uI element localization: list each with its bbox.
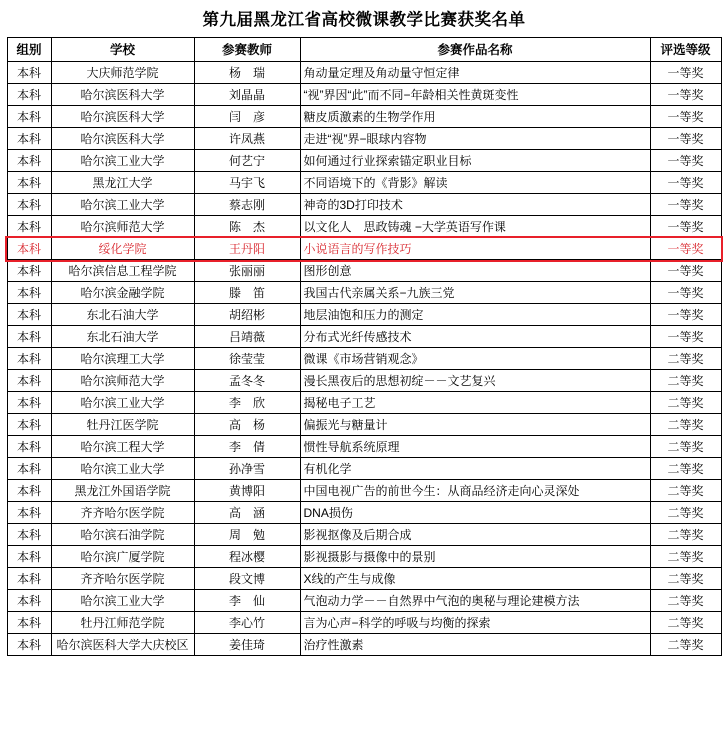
table-header-row [7, 38, 721, 62]
cell-group: 本科 [7, 84, 51, 106]
cell-school: 牡丹江师范学院 [51, 612, 194, 634]
cell-school: 哈尔滨广厦学院 [51, 546, 194, 568]
cell-teacher: 孟冬冬 [194, 370, 300, 392]
table-row [7, 172, 721, 194]
cell-group: 本科 [7, 128, 51, 150]
cell-work: 角动量定理及角动量守恒定律 [300, 62, 650, 84]
cell-group: 本科 [7, 304, 51, 326]
table-body [7, 62, 721, 656]
cell-level: 二等奖 [650, 348, 721, 370]
cell-school: 哈尔滨医科大学 [51, 84, 194, 106]
table-row [7, 634, 721, 656]
cell-school: 齐齐哈尔医学院 [51, 568, 194, 590]
cell-work: X线的产生与成像 [300, 568, 650, 590]
cell-level: 二等奖 [650, 524, 721, 546]
cell-school: 大庆师范学院 [51, 62, 194, 84]
table-row [7, 458, 721, 480]
cell-level: 一等奖 [650, 304, 721, 326]
cell-teacher: 李 倩 [194, 436, 300, 458]
cell-school: 哈尔滨师范大学 [51, 370, 194, 392]
cell-school: 黑龙江外国语学院 [51, 480, 194, 502]
cell-level: 一等奖 [650, 128, 721, 150]
cell-group: 本科 [7, 194, 51, 216]
cell-school: 哈尔滨信息工程学院 [51, 260, 194, 282]
table-row [7, 260, 721, 282]
cell-school: 哈尔滨师范大学 [51, 216, 194, 238]
cell-teacher: 刘晶晶 [194, 84, 300, 106]
cell-teacher: 马宇飞 [194, 172, 300, 194]
cell-group: 本科 [7, 260, 51, 282]
cell-work: 我国古代亲属关系−九族三党 [300, 282, 650, 304]
cell-group: 本科 [7, 458, 51, 480]
cell-level: 一等奖 [650, 216, 721, 238]
cell-work: 言为心声−科学的呼吸与均衡的探索 [300, 612, 650, 634]
cell-work: 偏振光与糖量计 [300, 414, 650, 436]
cell-level: 二等奖 [650, 392, 721, 414]
cell-group: 本科 [7, 568, 51, 590]
cell-group: 本科 [7, 634, 51, 656]
cell-level: 二等奖 [650, 414, 721, 436]
cell-teacher: 蔡志刚 [194, 194, 300, 216]
cell-work: 分布式光纤传感技术 [300, 326, 650, 348]
column-header-group: 组别 [7, 38, 51, 62]
cell-teacher: 陈 杰 [194, 216, 300, 238]
cell-work: 惯性导航系统原理 [300, 436, 650, 458]
cell-level: 一等奖 [650, 260, 721, 282]
table-row [7, 128, 721, 150]
cell-teacher: 吕靖薇 [194, 326, 300, 348]
cell-work: 神奇的3D打印技术 [300, 194, 650, 216]
cell-level: 一等奖 [650, 62, 721, 84]
cell-work: 揭秘电子工艺 [300, 392, 650, 414]
cell-teacher: 闫 彦 [194, 106, 300, 128]
cell-level: 一等奖 [650, 106, 721, 128]
cell-group: 本科 [7, 436, 51, 458]
cell-group: 本科 [7, 150, 51, 172]
cell-teacher: 徐莹莹 [194, 348, 300, 370]
cell-teacher: 高 杨 [194, 414, 300, 436]
cell-level: 一等奖 [650, 84, 721, 106]
cell-work: 图形创意 [300, 260, 650, 282]
cell-teacher: 李心竹 [194, 612, 300, 634]
table-row [7, 436, 721, 458]
award-table-wrapper [0, 37, 728, 656]
cell-level: 二等奖 [650, 568, 721, 590]
table-row [7, 194, 721, 216]
cell-teacher: 程冰樱 [194, 546, 300, 568]
cell-group: 本科 [7, 392, 51, 414]
cell-level: 一等奖 [650, 282, 721, 304]
cell-teacher: 段文博 [194, 568, 300, 590]
cell-level: 一等奖 [650, 326, 721, 348]
cell-school: 哈尔滨医科大学大庆校区 [51, 634, 194, 656]
cell-level: 二等奖 [650, 612, 721, 634]
cell-level: 二等奖 [650, 480, 721, 502]
cell-work: 微课《市场营销观念》 [300, 348, 650, 370]
cell-teacher: 姜佳琦 [194, 634, 300, 656]
cell-group: 本科 [7, 106, 51, 128]
column-header-school: 学校 [51, 38, 194, 62]
cell-work: 不同语境下的《背影》解读 [300, 172, 650, 194]
cell-work: 影视摄影与摄像中的景别 [300, 546, 650, 568]
table-row [7, 216, 721, 238]
cell-school: 黑龙江大学 [51, 172, 194, 194]
cell-teacher: 张丽丽 [194, 260, 300, 282]
cell-school: 哈尔滨工业大学 [51, 590, 194, 612]
cell-group: 本科 [7, 370, 51, 392]
cell-level: 二等奖 [650, 590, 721, 612]
cell-school: 齐齐哈尔医学院 [51, 502, 194, 524]
cell-work: 有机化学 [300, 458, 650, 480]
cell-school: 哈尔滨医科大学 [51, 106, 194, 128]
cell-work: 气泡动力学－－自然界中气泡的奥秘与理论建模方法 [300, 590, 650, 612]
cell-level: 二等奖 [650, 546, 721, 568]
award-table [7, 37, 722, 656]
table-row [7, 370, 721, 392]
column-header-level: 评选等级 [650, 38, 721, 62]
cell-level: 二等奖 [650, 458, 721, 480]
cell-group: 本科 [7, 524, 51, 546]
cell-teacher: 李 欣 [194, 392, 300, 414]
table-row [7, 282, 721, 304]
column-header-work: 参赛作品名称 [300, 38, 650, 62]
cell-work: DNA损伤 [300, 502, 650, 524]
cell-work: 如何通过行业探索锚定职业目标 [300, 150, 650, 172]
cell-teacher: 高 涵 [194, 502, 300, 524]
cell-teacher: 滕 笛 [194, 282, 300, 304]
cell-school: 哈尔滨工程大学 [51, 436, 194, 458]
cell-group: 本科 [7, 172, 51, 194]
cell-work: 漫长黑夜后的思想初绽－－文艺复兴 [300, 370, 650, 392]
table-row [7, 150, 721, 172]
table-row [7, 392, 721, 414]
cell-school: 哈尔滨工业大学 [51, 194, 194, 216]
cell-work: 以文化人 思政铸魂 −大学英语写作课 [300, 216, 650, 238]
cell-teacher: 胡绍彬 [194, 304, 300, 326]
cell-work: 治疗性激素 [300, 634, 650, 656]
cell-level: 二等奖 [650, 502, 721, 524]
cell-work: 影视抠像及后期合成 [300, 524, 650, 546]
cell-teacher: 王丹阳 [194, 238, 300, 260]
cell-group: 本科 [7, 326, 51, 348]
cell-work: “视”界因“此”而不同−年龄相关性黄斑变性 [300, 84, 650, 106]
cell-group: 本科 [7, 348, 51, 370]
cell-group: 本科 [7, 216, 51, 238]
cell-teacher: 杨 瑞 [194, 62, 300, 84]
cell-group: 本科 [7, 590, 51, 612]
cell-school: 哈尔滨石油学院 [51, 524, 194, 546]
cell-school: 牡丹江医学院 [51, 414, 194, 436]
table-row [7, 590, 721, 612]
cell-school: 东北石油大学 [51, 304, 194, 326]
table-row [7, 502, 721, 524]
cell-group: 本科 [7, 612, 51, 634]
table-row [7, 480, 721, 502]
table-row [7, 326, 721, 348]
cell-teacher: 黄博阳 [194, 480, 300, 502]
cell-level: 二等奖 [650, 436, 721, 458]
table-row [7, 524, 721, 546]
table-row [7, 62, 721, 84]
column-header-teacher: 参赛教师 [194, 38, 300, 62]
cell-level: 一等奖 [650, 150, 721, 172]
cell-work: 小说语言的写作技巧 [300, 238, 650, 260]
cell-group: 本科 [7, 502, 51, 524]
cell-work: 中国电视广告的前世今生：从商品经济走向心灵深处 [300, 480, 650, 502]
cell-school: 哈尔滨工业大学 [51, 150, 194, 172]
cell-school: 东北石油大学 [51, 326, 194, 348]
table-row [7, 414, 721, 436]
table-row [7, 238, 721, 260]
cell-level: 一等奖 [650, 238, 721, 260]
table-row [7, 546, 721, 568]
cell-group: 本科 [7, 480, 51, 502]
cell-group: 本科 [7, 238, 51, 260]
cell-work: 走进“视”界−眼球内容物 [300, 128, 650, 150]
cell-group: 本科 [7, 282, 51, 304]
cell-level: 二等奖 [650, 370, 721, 392]
table-row [7, 106, 721, 128]
cell-group: 本科 [7, 414, 51, 436]
table-row [7, 568, 721, 590]
cell-teacher: 李 仙 [194, 590, 300, 612]
cell-level: 一等奖 [650, 194, 721, 216]
cell-level: 二等奖 [650, 634, 721, 656]
table-row [7, 84, 721, 106]
table-row [7, 348, 721, 370]
table-row [7, 612, 721, 634]
cell-teacher: 周 勉 [194, 524, 300, 546]
cell-school: 哈尔滨医科大学 [51, 128, 194, 150]
cell-school: 哈尔滨工业大学 [51, 458, 194, 480]
page-title: 第九届黑龙江省高校微课教学比赛获奖名单 [202, 10, 526, 29]
cell-school: 哈尔滨理工大学 [51, 348, 194, 370]
cell-level: 一等奖 [650, 172, 721, 194]
cell-group: 本科 [7, 546, 51, 568]
cell-school: 绥化学院 [51, 238, 194, 260]
cell-teacher: 何艺宁 [194, 150, 300, 172]
table-row [7, 304, 721, 326]
cell-teacher: 孙净雪 [194, 458, 300, 480]
cell-teacher: 许凤燕 [194, 128, 300, 150]
cell-school: 哈尔滨金融学院 [51, 282, 194, 304]
cell-work: 地层油饱和压力的测定 [300, 304, 650, 326]
cell-school: 哈尔滨工业大学 [51, 392, 194, 414]
table-header [7, 38, 721, 62]
cell-work: 糖皮质激素的生物学作用 [300, 106, 650, 128]
cell-group: 本科 [7, 62, 51, 84]
